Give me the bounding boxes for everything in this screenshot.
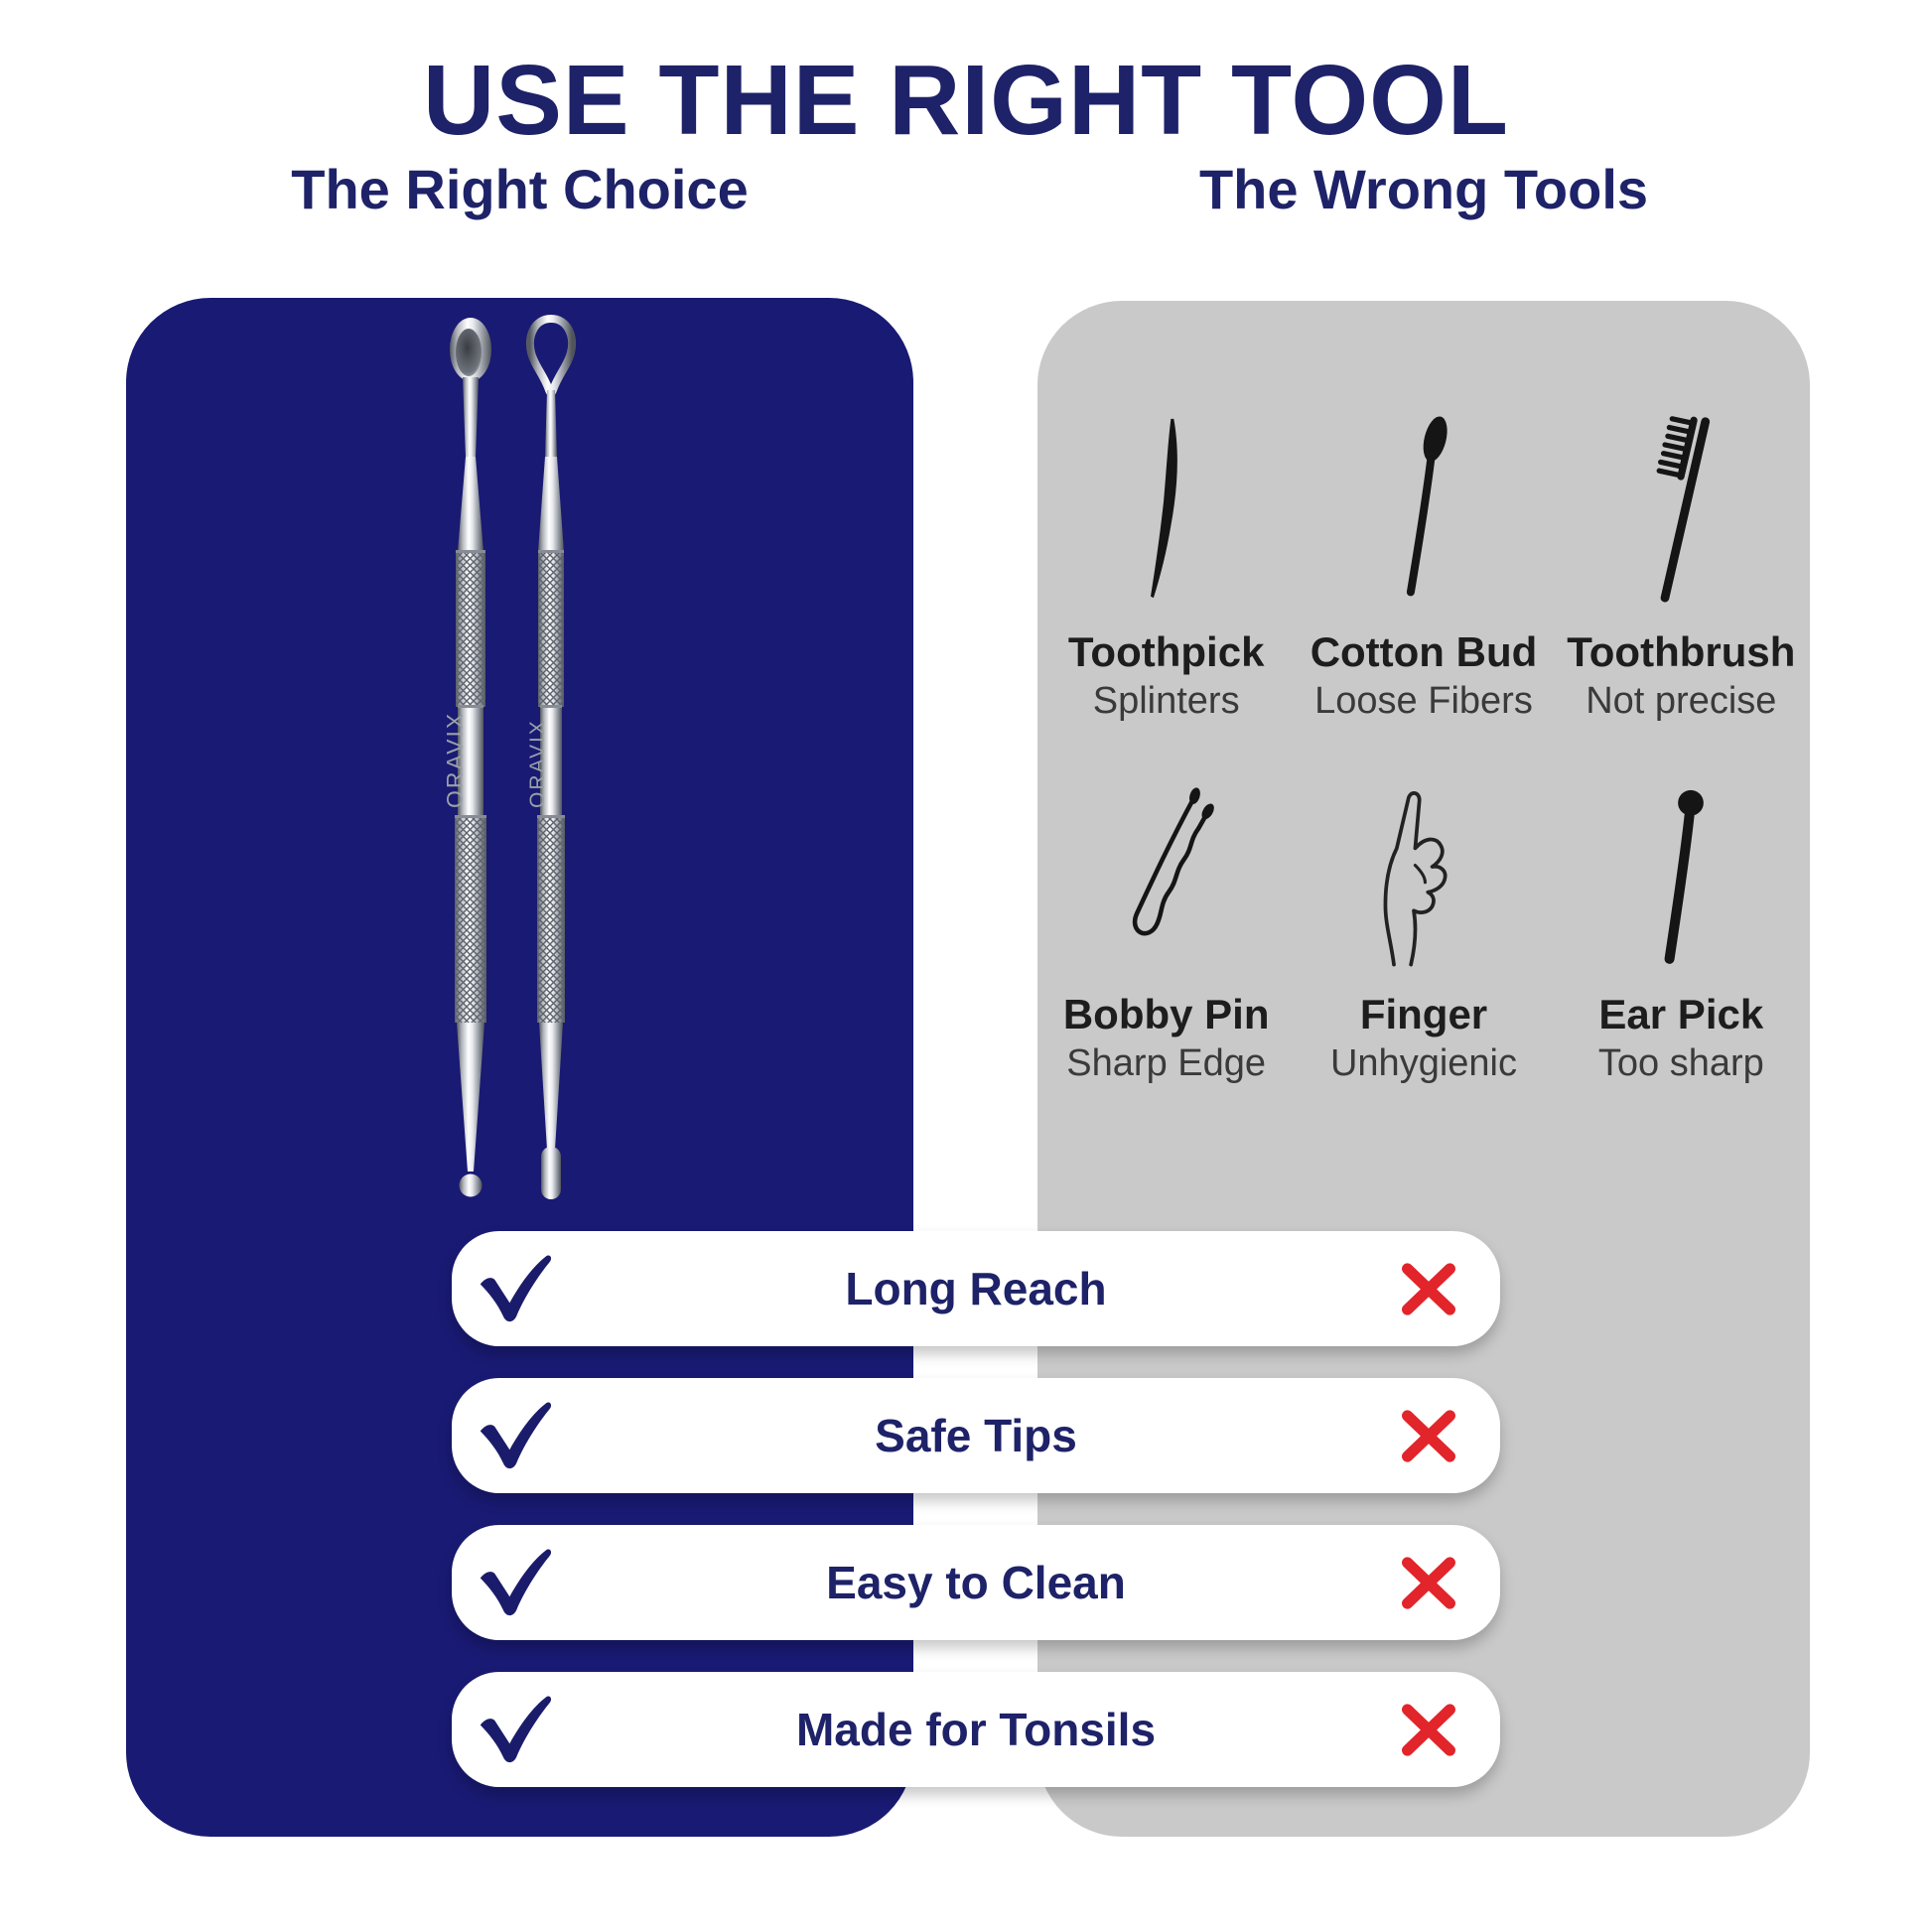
right-choice-heading: The Right Choice	[291, 158, 749, 220]
tool-name: Bobby Pin	[1062, 990, 1270, 1037]
tool-loop-extractor	[526, 319, 572, 1199]
feature-row-made-for-tonsils	[452, 1672, 1500, 1787]
wrong-tools-row-2	[1037, 723, 1810, 1085]
wrong-tool-finger	[1295, 723, 1552, 1085]
cross-icon	[1399, 1703, 1458, 1757]
cotton-bud-icon	[1344, 403, 1503, 614]
wrong-tool-bobby-pin	[1037, 723, 1295, 1085]
feature-label: Long Reach	[845, 1263, 1107, 1314]
finger-icon	[1344, 777, 1503, 976]
tool-issue: Splinters	[1092, 680, 1240, 723]
feature-row-easy-to-clean	[452, 1525, 1500, 1640]
check-icon	[474, 1549, 555, 1618]
wrong-tool-toothpick	[1037, 400, 1295, 723]
feature-label: Made for Tonsils	[795, 1704, 1157, 1755]
toothbrush-icon	[1601, 403, 1760, 614]
wrong-tools-heading: The Wrong Tools	[1198, 158, 1649, 220]
tool-name: Finger	[1359, 990, 1488, 1037]
cross-icon	[1399, 1556, 1458, 1610]
check-icon	[474, 1696, 555, 1765]
wrong-tools-row-1	[1037, 400, 1810, 723]
tool-issue: Too sharp	[1597, 1042, 1764, 1085]
check-icon	[474, 1402, 555, 1471]
tool-name: Toothpick	[1067, 628, 1265, 675]
tool-name: Cotton Bud	[1310, 628, 1538, 675]
cross-icon	[1399, 1409, 1458, 1463]
check-icon	[474, 1255, 555, 1324]
tool-scoop-curette	[442, 318, 491, 1197]
page-title: USE THE RIGHT TOOL	[423, 45, 1509, 156]
tool-brand-engraving: ORAVIX	[442, 711, 468, 808]
feature-label: Easy to Clean	[826, 1557, 1126, 1608]
tool-name: Ear Pick	[1598, 990, 1764, 1037]
tool-issue: Not precise	[1586, 680, 1777, 723]
wrong-tools-grid	[1037, 301, 1810, 1085]
toothpick-icon	[1087, 403, 1246, 614]
wrong-tool-cotton-bud	[1295, 400, 1552, 723]
tool-issue: Loose Fibers	[1314, 680, 1533, 723]
feature-row-long-reach	[452, 1231, 1500, 1346]
tool-issue: Unhygienic	[1329, 1042, 1517, 1085]
tool-brand-engraving: ORAVIX	[526, 719, 549, 808]
feature-label: Safe Tips	[875, 1410, 1077, 1461]
bobby-pin-icon	[1087, 777, 1246, 976]
tool-name: Toothbrush	[1567, 628, 1796, 675]
tool-issue: Sharp Edge	[1066, 1042, 1267, 1085]
wrong-tool-toothbrush	[1553, 400, 1810, 723]
ear-pick-icon	[1601, 777, 1760, 976]
wrong-tool-ear-pick	[1553, 723, 1810, 1085]
feature-row-safe-tips	[452, 1378, 1500, 1493]
cross-icon	[1399, 1262, 1458, 1316]
